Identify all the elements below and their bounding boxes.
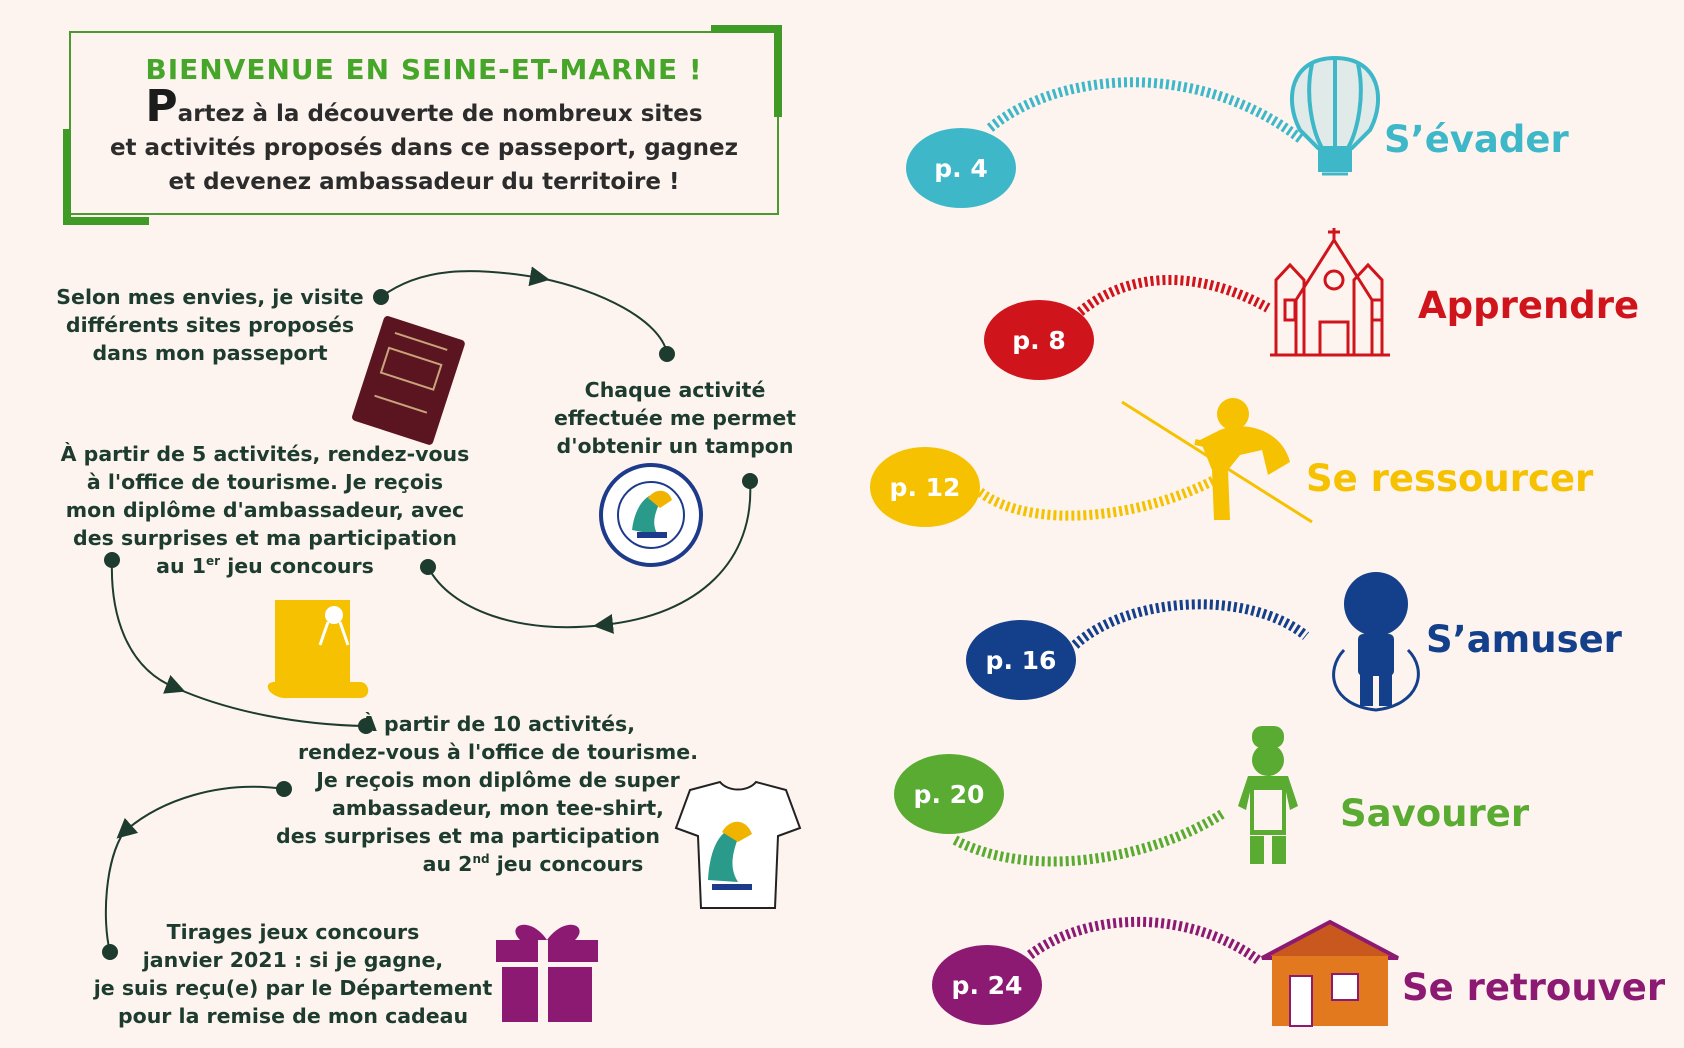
step-2-text: Chaque activité effectuée me permet d'obtenir un tampon [553,378,797,458]
page-badge-savourer: p. 20 [894,754,1004,834]
welcome-line-1: artez à la découverte de nombreux sites [177,101,703,127]
church-icon [1270,228,1390,355]
page-badge-evader: p. 4 [906,128,1016,208]
welcome-line-3: et devenez ambassadeur du territoire ! [168,169,680,195]
chef-icon [1238,726,1298,864]
page-badge-ressourcer: p. 12 [870,447,980,527]
connector-apprendre [1080,280,1268,312]
house-icon [1262,922,1398,1026]
step-5-text: Tirages jeux concours janvier 2021 : si je gagne, je suis reçu(e) par le Département pour la remise de mon cadeau [93,920,493,1028]
welcome-title: BIENVENUE EN SEINE-ET-MARNE ! [145,53,703,86]
step-3-text: À partir de 5 activités, rendez-vous à l'office de tourisme. Je reçois mon diplôme d'ambassadeur, avec des surprises et ma participation au 1er jeu concours [60,442,470,578]
welcome-line-2: et activités proposés dans ce passeport, gagnez [109,135,739,161]
connector-amuser [1075,604,1306,645]
connector-retrouver [1030,922,1258,960]
child-jump-rope-icon [1334,572,1419,710]
hot-air-balloon-icon [1292,58,1378,174]
theme-label-apprendre: Apprendre [1418,284,1640,327]
page-badge-amuser: p. 16 [966,620,1076,700]
theme-label-savourer: Savourer [1340,792,1530,835]
dropcap: P [145,81,178,132]
theme-label-ressourcer: Se ressourcer [1306,457,1594,500]
connector-ressourcer [980,478,1218,516]
theme-label-amuser: S’amuser [1426,618,1622,661]
page-badge-retrouver: p. 24 [932,945,1042,1025]
connector-evader [990,82,1302,140]
step-4-text: À partir de 10 activités, rendez-vous à l'office de tourisme. Je reçois mon diplôme de super ambassadeur, mon tee-shirt, des surprises et ma participation au 2nd jeu concours [276,712,698,876]
theme-label-retrouver: Se retrouver [1402,966,1666,1009]
theme-label-evader: S’évader [1384,118,1569,161]
step-1-text: Selon mes envies, je visite différents sites proposés dans mon passeport [56,285,364,365]
page-badge-apprendre: p. 8 [984,300,1094,380]
connector-savourer [955,814,1222,861]
